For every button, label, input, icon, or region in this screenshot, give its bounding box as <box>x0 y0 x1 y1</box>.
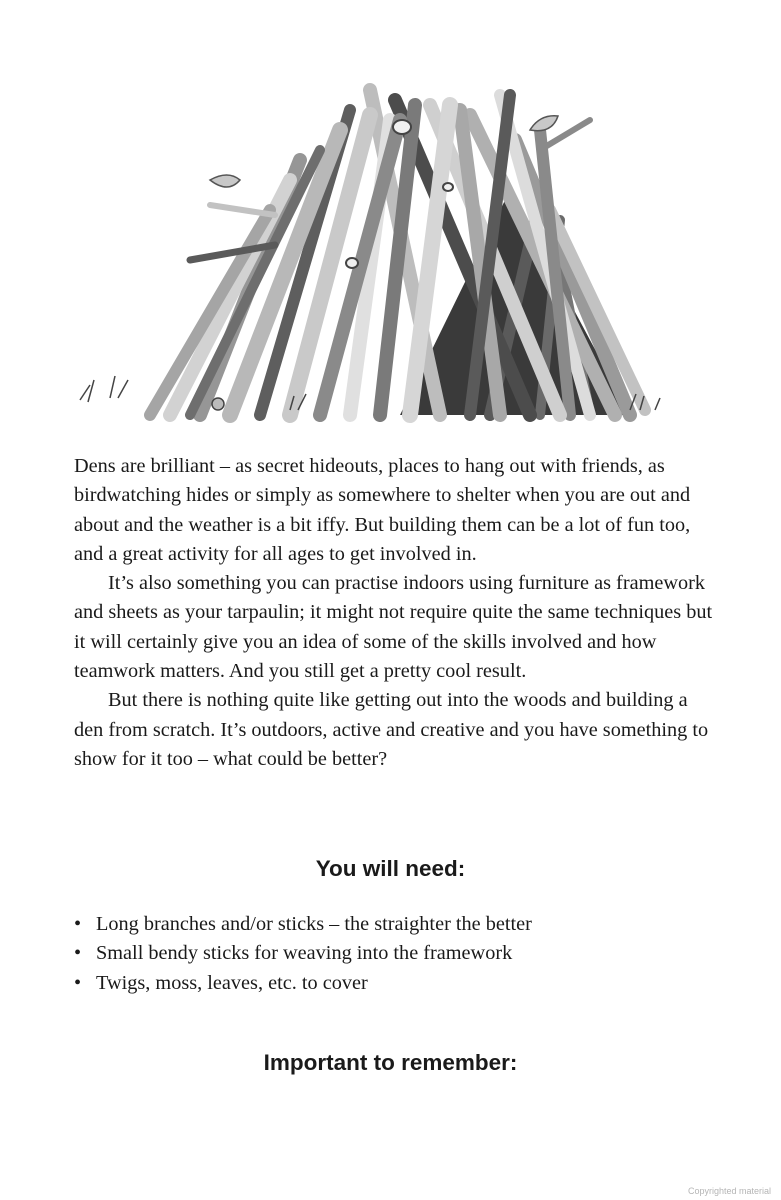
list-item-text: Twigs, moss, leaves, etc. to cover <box>96 971 368 994</box>
list-item-text: Small bendy sticks for weaving into the framework <box>96 942 513 965</box>
list-item <box>74 939 714 968</box>
you-will-need-heading: You will need: <box>315 856 466 881</box>
body-paragraph: It’s also something you can practise indoors using furniture as framework and sheets as your tarpaulin; it might not require quite the same techniques but it will certainly give you an idea of some of the skills involved and how teamwork matters. And you still get a pretty cool result. <box>74 572 713 683</box>
bullet-icon: • <box>74 971 82 994</box>
list-item <box>74 969 714 998</box>
you-will-need-list <box>74 910 714 998</box>
list-item <box>74 910 714 939</box>
bullet-icon: • <box>74 942 82 965</box>
list-item-text: Long branches and/or sticks – the straighter the better <box>96 913 532 935</box>
body-paragraph: But there is nothing quite like getting out into the woods and building a den from scratch. It’s outdoors, active and creative and you have something to show for it too – what could be better? <box>74 689 709 770</box>
den-sticks <box>150 90 645 415</box>
stick-den-illustration <box>70 80 710 440</box>
bullet-icon: • <box>74 913 82 935</box>
copyright-watermark: Copyrighted material <box>687 1186 771 1196</box>
important-to-remember-heading: Important to remember: <box>263 1050 518 1075</box>
body-text <box>74 452 714 774</box>
body-paragraph: Dens are brilliant – as secret hideouts, places to hang out with friends, as birdwatching hides or simply as somewhere to shelter when you are out and about and the weather is a bit iffy. But building them can be a lot of fun too, and a great activity for all ages to get involved in. <box>74 455 691 565</box>
